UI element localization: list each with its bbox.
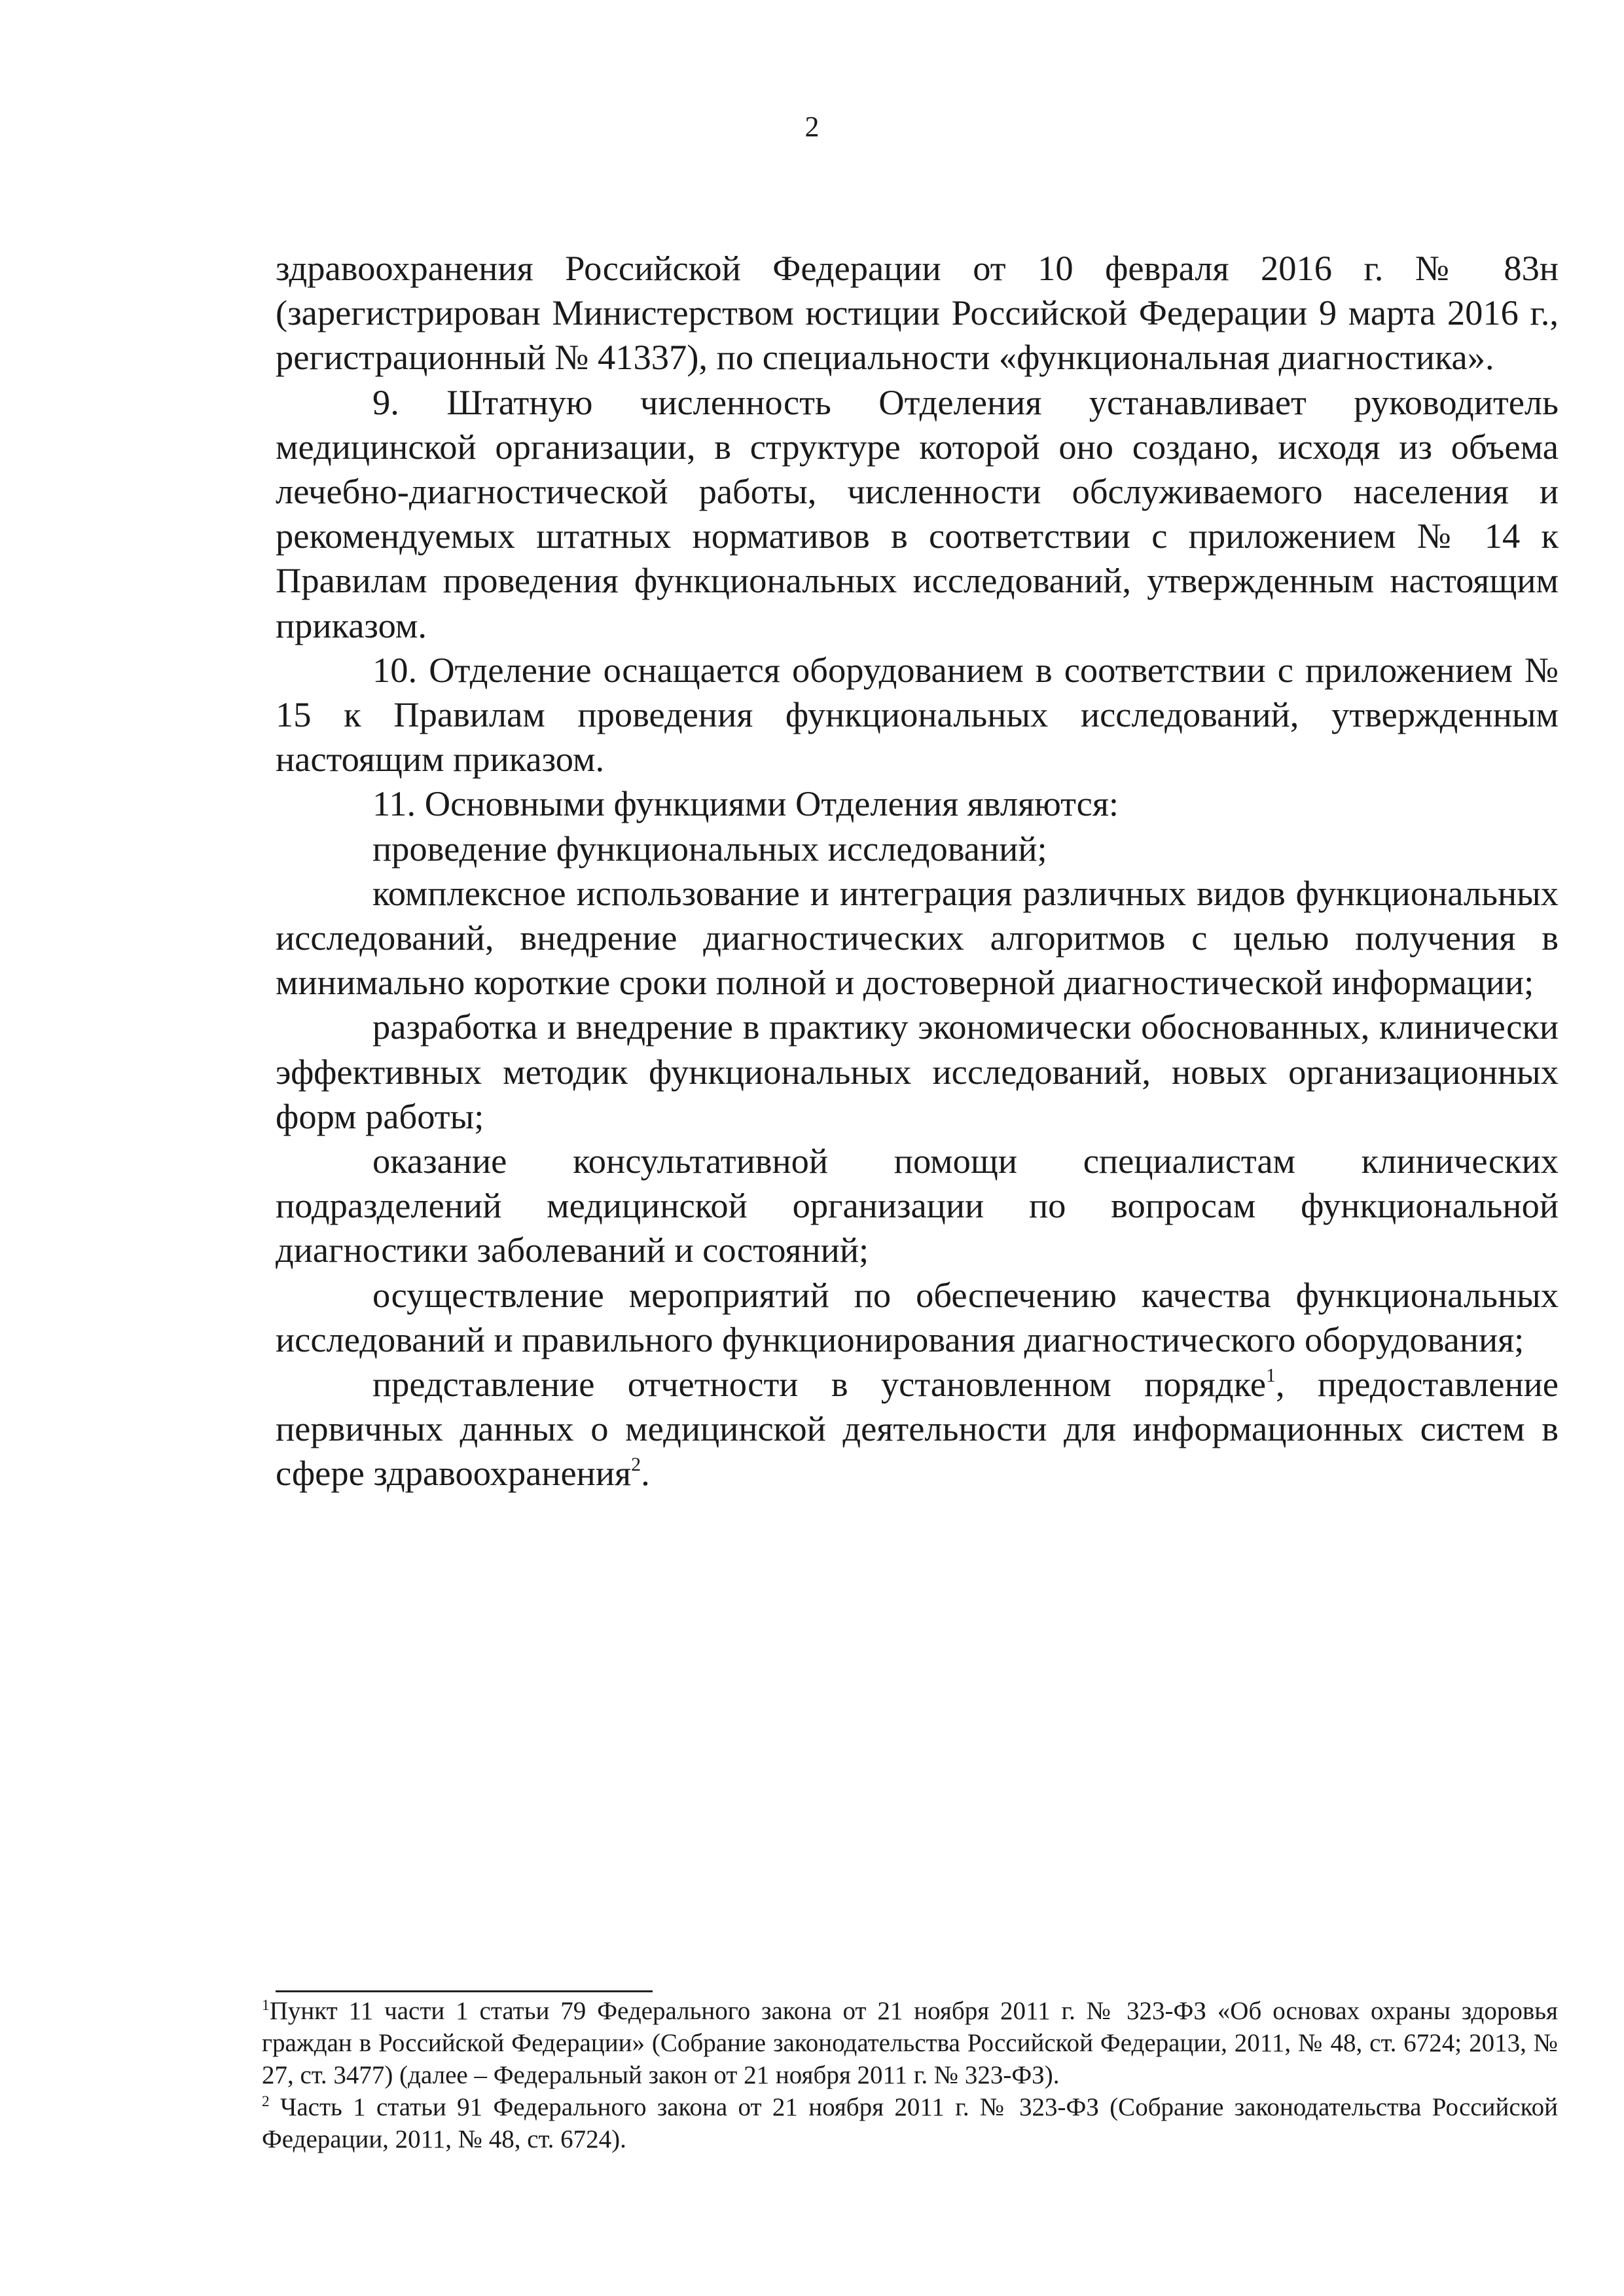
paragraph-item-10: 10. Отделение оснащается оборудованием в соответствии с приложением № 15 к Правилам проведения функциональных исследований, утвержденным настоящим приказом. bbox=[276, 649, 1559, 780]
footnote-mark-1: 1 bbox=[262, 1997, 270, 2014]
function-item-1: проведение функциональных исследований; bbox=[372, 828, 1047, 869]
function-item-4: оказание консультативной помощи специалистам клинических подразделений медицинской организации по вопросам функциональной диагностики заболеваний и состояний; bbox=[276, 1141, 1559, 1270]
footnote-text-2: Часть 1 статьи 91 Федерального закона от 21 ноября 2011 г. № 323-ФЗ (Собрание законодательства Российской Федерации, 2011, № 48, ст. 6724). bbox=[262, 2093, 1558, 2153]
footnote-mark-2: 2 bbox=[262, 2093, 270, 2110]
footnote-text-1: Пункт 11 части 1 статьи 79 Федерального закона от 21 ноября 2011 г. № 323-ФЗ «Об основах охраны здоровья граждан в Российской Федерации» (Собрание законодательства Российской Федерации, 2011, № 48, ст. 6724; 2013, № 27, ст. 3477) (далее – Федеральный закон от 21 ноября 2011 г. № 323-ФЗ). bbox=[262, 1997, 1558, 2089]
function-item-6-part-c: . bbox=[641, 1453, 650, 1494]
footnotes bbox=[262, 1995, 1558, 2155]
footnote-ref-1: 1 bbox=[1266, 1364, 1276, 1386]
function-item-6 bbox=[276, 1362, 1559, 1496]
page-number: 2 bbox=[804, 111, 820, 143]
footnote-separator bbox=[276, 1990, 653, 1992]
function-item-3: разработка и внедрение в практику экономически обоснованных, клинически эффективных методик функциональных исследований, новых организационных форм работы; bbox=[276, 1007, 1559, 1136]
paragraph-continuation: здравоохранения Российской Федерации от 10 февраля 2016 г. № 83н (зарегистрирован Министерством юстиции Российской Федерации 9 марта 2016 г., регистрационный № 41337), по специальности «функциональная диагностика». bbox=[276, 248, 1559, 378]
function-item-5: осуществление мероприятий по обеспечению качества функциональных исследований и правильного функционирования диагностического оборудования; bbox=[276, 1274, 1559, 1359]
function-item-6-part-a: представление отчетности в установленном порядке bbox=[372, 1364, 1267, 1405]
paragraph-item-9: 9. Штатную численность Отделения устанавливает руководитель медицинской организации, в структуре которой оно создано, исходя из объема лечебно-диагностической работы, численности обслуживаемого населения и рекомендуемых штатных нормативов в соответствии с приложением № 14 к Правилам проведения функциональных исследований, утвержденным настоящим приказом. bbox=[276, 382, 1559, 645]
footnote-2 bbox=[262, 2091, 1558, 2155]
footnote-ref-2: 2 bbox=[631, 1454, 641, 1476]
paragraph-item-11: 11. Основными функциями Отделения являются: bbox=[372, 783, 1119, 824]
function-item-2: комплексное использование и интеграция различных видов функциональных исследований, внедрение диагностических алгоритмов с целью получения в минимально короткие сроки полной и достоверной диагностической информации; bbox=[276, 872, 1559, 1003]
function-item-6-part-b: , предоставление первичных данных о медицинской деятельности для информационных систем в сфере здравоохранения bbox=[276, 1364, 1559, 1494]
footnote-1 bbox=[262, 1995, 1558, 2091]
document-body bbox=[276, 246, 1559, 1496]
